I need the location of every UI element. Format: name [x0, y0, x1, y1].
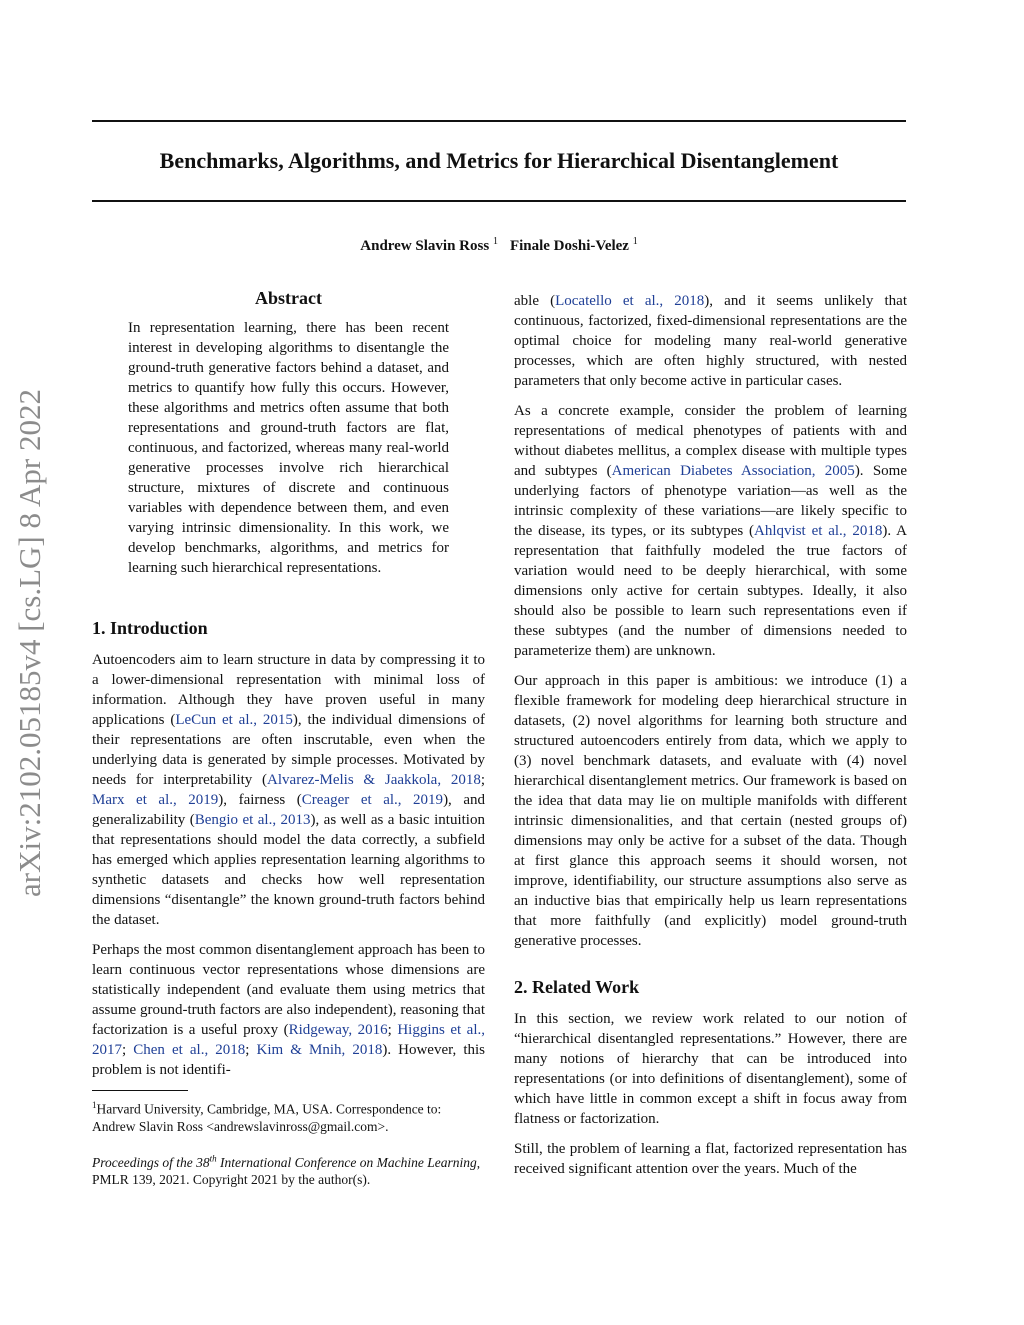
paper-title: Benchmarks, Algorithms, and Metrics for Hierarchical Disentanglement — [159, 148, 839, 173]
title-top-rule — [92, 120, 906, 122]
intro-paragraph-1: Autoencoders aim to learn structure in data by compressing it to a lower-dimensional representation with minimal loss of information. Although they have proven useful in many applications (LeCun et al., 2015), the individual dimensions of their representations are often inscrutable, even when the underlying data is generated by simple processes. Motivated by needs for interpretability (Alvarez-Melis & Jaakkola, 2018; Marx et al., 2019), fairness (Creager et al., 2019), and generalizability (Bengio et al., 2013), as well as a basic intuition that representations should model the data correctly, a subfield has emerged which applies representation learning algorithms to synthetic datasets and checks how well representation dimensions “disentangle” the known ground-truth factors behind the dataset. — [92, 652, 486, 928]
proceedings-notice: Proceedings of the 38th International Conference on Machine Learning, PMLR 139, 2021. Copyright 2021 by the author(s). — [92, 1153, 481, 1187]
abstract-heading: Abstract — [255, 288, 322, 308]
section-heading-introduction: 1. Introduction — [92, 618, 208, 638]
citation-link[interactable]: Alvarez-Melis & Jaakkola, 2018 — [267, 772, 481, 788]
right-column — [514, 291, 907, 1189]
arxiv-identifier-stamp: arXiv:2102.05185v4 [cs.LG] 8 Apr 2022 — [12, 389, 47, 897]
citation-link[interactable]: Kim & Mnih, 2018 — [256, 1042, 383, 1058]
title-bottom-rule — [92, 200, 906, 202]
citation-link[interactable]: Chen et al., 2018 — [133, 1042, 246, 1058]
section-heading-related-work: 2. Related Work — [514, 977, 640, 997]
affiliation-mark: 1 — [632, 236, 638, 247]
citation-link[interactable]: Higgins et al., 2017 — [92, 1022, 485, 1058]
citation-link[interactable]: Ahlqvist et al., 2018 — [754, 523, 883, 539]
citation-link[interactable]: Ridgeway, 2016 — [288, 1022, 388, 1038]
author-list — [92, 236, 906, 255]
citation-link[interactable]: Marx et al., 2019 — [92, 792, 219, 808]
intro-paragraph-4: As a concrete example, consider the problem of learning representations of medical phenotypes of patients with and without diabetes mellitus, a complex disease with multiple types and subtypes (American Diabetes Association, 2005). Some underlying factors of phenotype variation—as well as the intrinsic complexity of these variations—are likely specific to the disease, its types, or its subtypes (Ahlqvist et al., 2018). A representation that faithfully modeled the true factors of variation would need to be deeply hierarchical, with some dimensions only active for certain subtypes. Ideally, it also should also be possible to learn such representations even if these subtypes (and the number of dimensions needed to parameterize them) are unknown. — [514, 403, 907, 659]
author-name: Andrew Slavin Ross — [360, 238, 490, 254]
citation-link[interactable]: American Diabetes Association, 2005 — [611, 463, 855, 479]
affiliation-footnote: $^1$Harvard University, Cambridge, MA, USA. Correspondence to: Andrew Slavin Ross <andrewslavinross@gmail.com>. — [92, 1100, 442, 1134]
left-column — [92, 288, 485, 1188]
citation-link[interactable]: Creager et al., 2019 — [301, 792, 444, 808]
citation-link[interactable]: LeCun et al., 2015 — [175, 712, 293, 728]
affiliation-mark: 1 — [492, 236, 498, 247]
citation-link[interactable]: Bengio et al., 2013 — [194, 812, 311, 828]
intro-paragraph-5: Our approach in this paper is ambitious: we introduce (1) a flexible framework for modeling deep hierarchical structure in datasets, (2) novel algorithms for learning both structure and structured autoencoders entirely from data, which we apply to (3) novel benchmark datasets, and evaluate with (4) novel hierarchical disentanglement metrics. Our framework is based on the idea that data may lie on multiple manifolds with different intrinsic dimensionalities, and that certain (nested groups of) dimensions may only be active for a subset of the data. Though at first glance this approach seems it should worsen, not improve, identifiability, our structure assumptions also serve as an inductive bias that empirically help us learn representations that more faithfully (and explicitly) model ground-truth generative processes. — [514, 673, 907, 949]
related-work-paragraph-1: In this section, we review work related to our notion of “hierarchical disentangled representations.” However, there are many notions of hierarchy that can be introduced into representations (or into definitions of disentanglement), some of which have little in common except a shift in focus away from flatness or factorization. — [514, 1011, 907, 1127]
related-work-paragraph-2: Still, the problem of learning a flat, factorized representation has received significant attention over the years. Much of the — [514, 1141, 907, 1177]
abstract-text: In representation learning, there has been recent interest in developing algorithms to disentangle the ground-truth generative factors behind a dataset, and metrics to quantify how fully this occurs. However, these algorithms and metrics often assume that both representations and ground-truth factors are flat, continuous, and factorized, whereas many real-world generative processes involve rich hierarchical structure, mixtures of discrete and continuous variables with dependence between them, and even varying intrinsic dimensionality. In this work, we develop benchmarks, algorithms, and metrics for learning such hierarchical representations. — [128, 320, 449, 576]
intro-paragraph-2: Perhaps the most common disentanglement approach has been to learn continuous vector representations whose dimensions are statistically independent (and evaluate them using metrics that assume ground-truth factors are also independent), reasoning that factorization is a useful proxy (Ridgeway, 2016; Higgins et al., 2017; Chen et al., 2018; Kim & Mnih, 2018). However, this problem is not identifi- — [92, 942, 486, 1078]
footnote-divider — [92, 1090, 188, 1091]
citation-link[interactable]: Locatello et al., 2018 — [555, 293, 705, 309]
intro-paragraph-3: able (Locatello et al., 2018), and it seems unlikely that continuous, factorized, fixed-dimensional representations are the optimal choice for modeling many real-world generative processes, which are often highly structured, with nested parameters that only become active in particular cases. — [514, 293, 907, 389]
author-name: Finale Doshi-Velez — [509, 238, 629, 254]
